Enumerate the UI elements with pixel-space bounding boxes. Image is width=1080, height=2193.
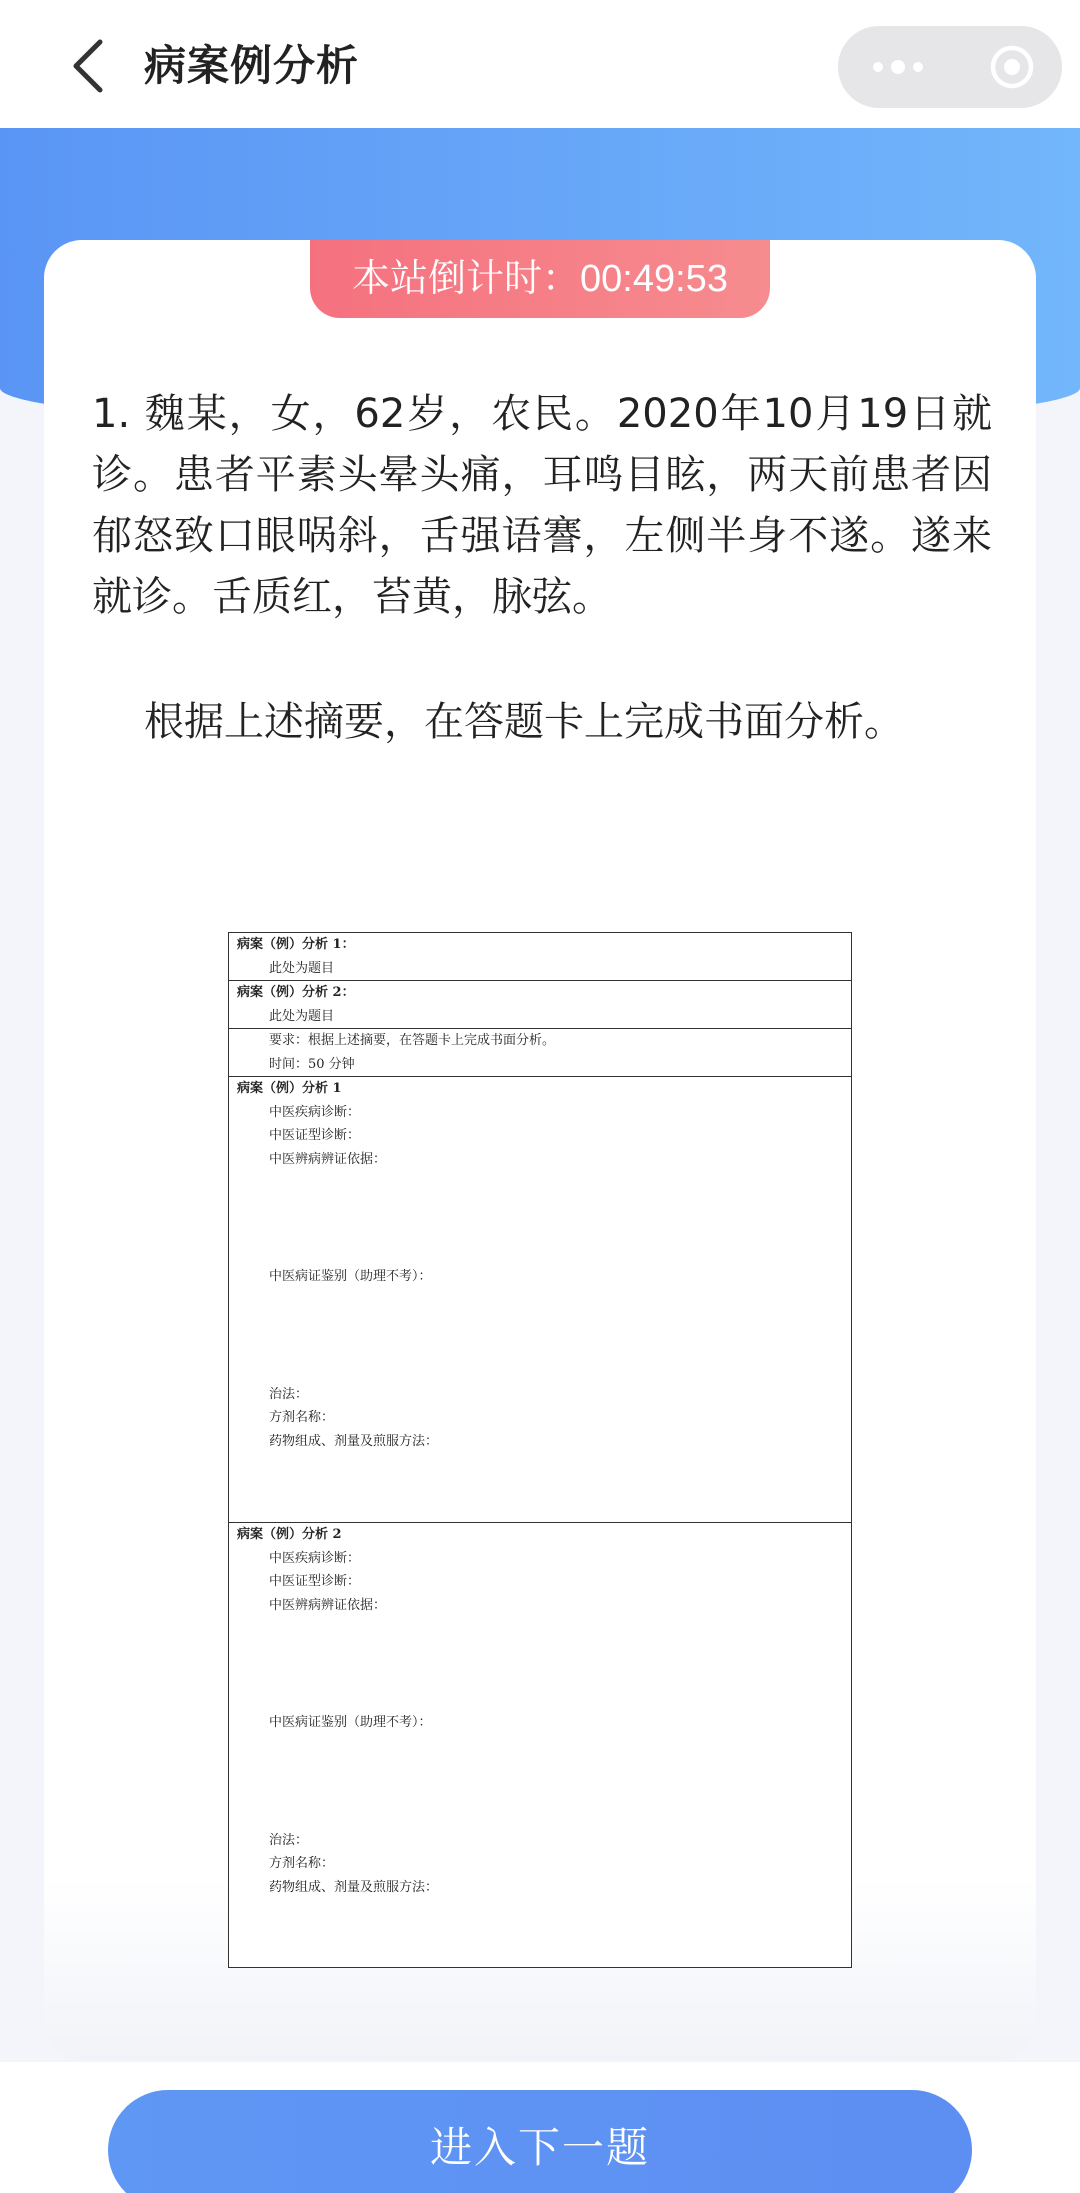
more-button[interactable] [848,26,948,108]
more-dots-icon [870,57,926,77]
sheet-case1-header [229,933,851,981]
sheet-case2-answer [229,1523,851,1899]
sheet-text: 病案（例）分析 2： [237,985,355,1000]
sheet-text: 病案（例）分析 1： [237,937,355,952]
sheet-text: 治法： [269,1386,309,1402]
sheet-text: 中医证型诊断： [269,1574,361,1589]
question-stem: 1. 魏某，女，62岁，农民。2020年10月19日就诊。患者平素头晕头痛，耳鸣目眩，两天前患者因郁怒致口眼㖞斜，舌强语謇，左侧半身不遂。遂来就诊。舌质红，苔黄，脉弦。 [92,391,992,620]
sheet-text: 中医辨病辨证依据： [269,1151,387,1167]
next-question-button[interactable]: 进入下一题 [108,2090,972,2193]
sheet-text: 中医疾病诊断： [269,1550,361,1566]
back-button[interactable] [56,32,120,100]
sheet-text: 方剂名称： [269,1856,335,1871]
answer-sheet-image [228,932,852,1968]
sheet-text: 此处为题目 [269,1008,335,1024]
sheet-requirements [229,1029,851,1077]
sheet-text: 中医疾病诊断： [269,1104,361,1120]
close-miniprogram-button[interactable] [972,26,1052,108]
countdown-timer: 本站倒计时：00:49:53 [310,240,770,318]
sheet-text: 药物组成、剂量及煎服方法： [269,1879,439,1895]
question-card [44,240,1036,2060]
sheet-text: 中医病证鉴别（助理不考）： [269,1269,432,1284]
sheet-text: 病案（例）分析 1 [237,1081,342,1096]
sheet-text: 方剂名称： [269,1410,335,1425]
page-title: 病案例分析 [144,41,360,90]
sheet-text: 要求：根据上述摘要，在答题卡上完成书面分析。 [269,1033,556,1048]
mini-program-capsule [838,26,1062,108]
sheet-text: 此处为题目 [269,960,335,976]
sheet-text: 中医病证鉴别（助理不考）： [269,1715,432,1730]
chevron-left-icon [68,36,108,96]
sheet-case1-answer [229,1077,851,1523]
question-instruction: 根据上述摘要，在答题卡上完成书面分析。 [144,699,904,745]
sheet-case2-header [229,981,851,1029]
sheet-text: 治法： [269,1832,309,1848]
sheet-text: 药物组成、剂量及煎服方法： [269,1433,439,1449]
sheet-text: 时间：50 分钟 [269,1056,355,1072]
bottom-action-bar [0,2062,1080,2193]
sheet-text: 中医辨病辨证依据： [269,1597,387,1613]
nav-bar [0,0,1080,128]
sheet-text: 中医证型诊断： [269,1128,361,1143]
sheet-text: 病案（例）分析 2 [237,1527,342,1542]
target-close-icon [989,44,1035,90]
